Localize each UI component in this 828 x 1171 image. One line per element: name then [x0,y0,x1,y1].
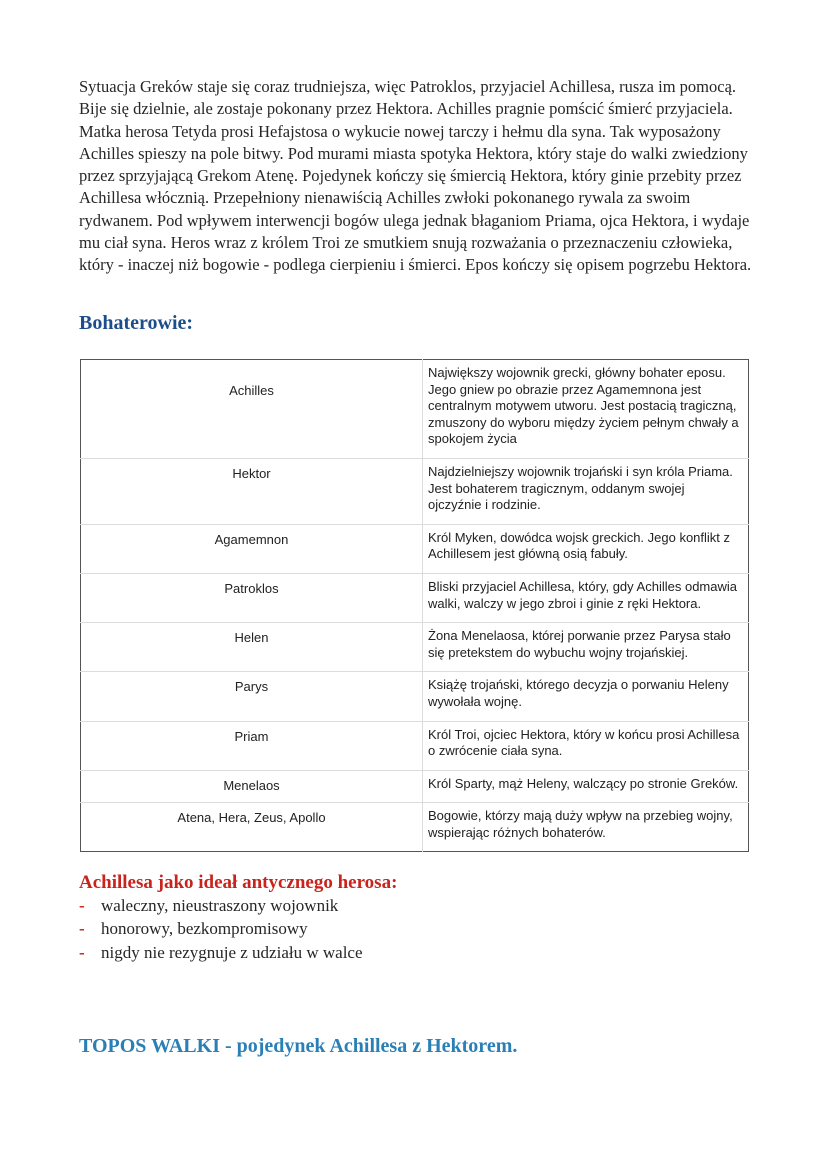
list-item [79,941,363,964]
ideal-heading: Achillesa jako ideał antycznego herosa: [79,872,398,893]
hero-name: Parys [81,672,423,721]
list-item-text: honorowy, bezkompromisowy [101,919,308,939]
hero-name: Priam [81,721,423,770]
list-item [79,894,363,917]
heroes-heading: Bohaterowie: [79,312,194,334]
hero-name: Achilles [81,360,423,459]
table-row [81,360,749,459]
bullet-dash: - [79,919,85,939]
table-row [81,623,749,672]
hero-description: Największy wojownik grecki, główny bohater eposu. Jego gniew po obrazie przez Agamemnona jest centralnym motywem utworu. Jest postacią tragiczną, zmuszony do wyboru między życiem pełnym chwały a spokojem życia [423,360,749,459]
hero-description: Król Sparty, mąż Heleny, walczący po stronie Greków. [423,770,749,803]
bullet-dash: - [79,942,85,962]
table-row [81,672,749,721]
hero-description: Żona Menelaosa, której porwanie przez Parysa stało się pretekstem do wybuchu wojny trojańskiej. [423,623,749,672]
table-row [81,803,749,852]
hero-description: Książę trojański, którego decyzja o porwaniu Heleny wywołała wojnę. [423,672,749,721]
heroes-table [80,359,749,852]
table-row [81,524,749,573]
hero-name: Helen [81,623,423,672]
list-item [79,917,363,940]
hero-description: Bogowie, którzy mają duży wpływ na przebieg wojny, wspierając różnych bohaterów. [423,803,749,852]
hero-name: Agamemnon [81,524,423,573]
hero-name: Atena, Hera, Zeus, Apollo [177,810,326,826]
bullet-dash: - [79,896,85,915]
hero-name: Patroklos [81,573,423,622]
table-row [81,573,749,622]
table-row [81,458,749,524]
table-row [81,721,749,770]
document-page [79,76,754,1057]
intro-paragraph: Sytuacja Greków staje się coraz trudniejsza, więc Patroklos, przyjaciel Achillesa, rusza im pomocą. Bije się dzielnie, ale zostaje pokonany przez Hektora. Achilles pragnie pomścić śmierć przyjaciela. Matka herosa Tetyda prosi Hefajstosa o wykucie nowej tarczy i hełmu dla syna. Tak wyposażony Achilles spieszy na pole bitwy. Pod murami miasta spotyka Hektora, który staje do walki zwiedziony przez sprzyjającą Grekom Atenę. Pojedynek kończy się śmiercią Hektora, który ginie przebity przez Achillesa włócznią. Przepełniony nienawiścią Achilles zwłoki pokonanego rywala za swoim rydwanem. Pod wpływem interwencji bogów ulega jednak błaganiom Priama, ojca Hektora, i wydaje mu ciał syna. Heros wraz z królem Troi ze smutkiem snują rozważania o przeznaczeniu człowieka, który - inaczej niż bogowie - podlega cierpieniu i śmierci. Epos kończy się opisem pogrzebu Hektora. [79,77,752,275]
ideal-list [79,894,363,964]
topos-heading: TOPOS WALKI - pojedynek Achillesa z Hektorem. [79,1035,518,1057]
hero-description: Bliski przyjaciel Achillesa, który, gdy Achilles odmawia walki, walczy w jego zbroi i ginie z ręki Hektora. [423,573,749,622]
list-item-text: nigdy nie rezygnuje z udziału w walce [101,942,363,962]
hero-description: Król Troi, ojciec Hektora, który w końcu prosi Achillesa o zwrócenie ciała syna. [423,721,749,770]
hero-name: Hektor [81,458,423,524]
list-item-text: waleczny, nieustraszony wojownik [101,896,339,915]
hero-description: Król Myken, dowódca wojsk greckich. Jego konflikt z Achillesem jest główną osią fabuły. [423,524,749,573]
table-row [81,770,749,803]
hero-name: Menelaos [81,770,423,803]
hero-description: Najdzielniejszy wojownik trojański i syn króla Priama. Jest bohaterem tragicznym, oddanym swojej ojczyźnie i rodzinie. [423,458,749,524]
